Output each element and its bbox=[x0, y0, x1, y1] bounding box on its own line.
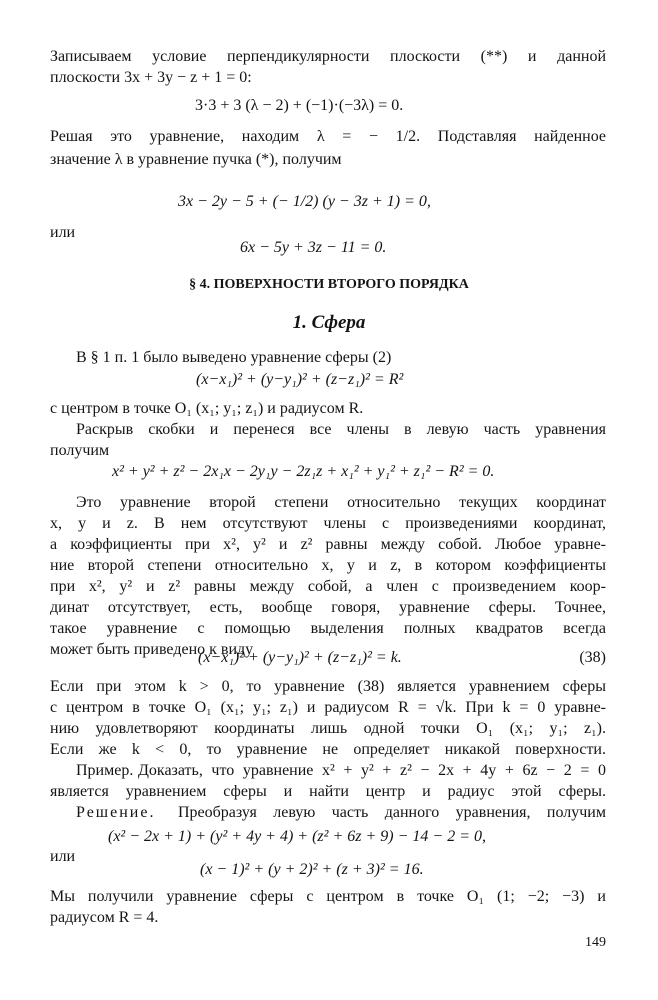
text-line: Это уравнение второй степени относительно текущих координат bbox=[76, 494, 606, 511]
text-line: Мы получили уравнение сферы с центром в точке O₁ (1; −2; −3) и bbox=[50, 888, 606, 905]
text-line: радиусом R = 4. bbox=[50, 909, 159, 926]
equation: (x−x₁)² + (y−y₁)² + (z−z₁)² = R² bbox=[196, 371, 404, 388]
equation: x² + y² + z² − 2x₁x − 2y₁y − 2z₁z + x₁² + y₁² + z₁² − R² = 0. bbox=[112, 463, 495, 480]
equation: 3x − 2y − 5 + (− 1/2) (y − 3z + 1) = 0, bbox=[178, 193, 431, 210]
equation: (x² − 2x + 1) + (y² + 4y + 4) + (z² + 6z + 9) − 14 − 2 = 0, bbox=[108, 828, 486, 845]
text-line: может быть приведено к виду bbox=[50, 641, 254, 658]
section-title: § 4. ПОВЕРХНОСТИ ВТОРОГО ПОРЯДКА bbox=[189, 277, 469, 292]
text-line: Решая это уравнение, находим λ = − 1/2. Подставляя найденное bbox=[50, 128, 606, 145]
text-line: является уравнением сферы и найти центр и радиус этой сферы. bbox=[50, 783, 606, 800]
example-label: Пример. bbox=[76, 762, 134, 779]
text-line: или bbox=[50, 224, 76, 241]
text-line: нию удовлетворяют координаты лишь одной точки O₁ (x₁; y₁; z₁). bbox=[50, 720, 606, 737]
text-line: динат отсутствует, есть, вообще говоря, уравнение сферы. Точнее, bbox=[50, 599, 606, 616]
text-line: ние второй степени относительно x, y и z, в котором коэффициенты bbox=[50, 557, 606, 574]
text-line: получим bbox=[50, 442, 110, 459]
equation-number: (38) bbox=[579, 649, 606, 666]
text-line: x, y и z. В нем отсутствуют члены с произведениями координат, bbox=[50, 515, 606, 532]
text-line: значение λ в уравнение пучка (*), получим bbox=[50, 151, 342, 168]
solution-label: Решение. bbox=[76, 804, 156, 821]
text-line: с центром в точке O₁ (x₁; y₁; z₁) и радиусом R = √k. При k = 0 уравне- bbox=[50, 699, 606, 716]
text-line: Если при этом k > 0, то уравнение (38) является уравнением сферы bbox=[50, 678, 606, 695]
subsection-title: 1. Сфера bbox=[292, 312, 366, 333]
text-line: а коэффициенты при x², y² и z² равны между собой. Любое уравне- bbox=[50, 536, 606, 553]
text-line: В § 1 п. 1 было выведено уравнение сферы (2) bbox=[76, 349, 392, 366]
equation: (x − 1)² + (y + 2)² + (z + 3)² = 16. bbox=[200, 861, 424, 878]
text-line: такое уравнение с помощью выделения полных квадратов всегда bbox=[50, 620, 606, 637]
text-line: Раскрыв скобки и перенеся все члены в левую часть уравнения bbox=[76, 421, 606, 438]
text-line: с центром в точке O₁ (x₁; y₁; z₁) и радиусом R. bbox=[50, 400, 364, 417]
text-line: при x², y² и z² равны между собой, а член с произведением коор- bbox=[50, 578, 606, 595]
text-line: или bbox=[50, 848, 76, 865]
text-line: плоскости 3x + 3y − z + 1 = 0: bbox=[50, 69, 252, 86]
text-line: Доказать, что уравнение x² + y² + z² − 2x + 4y + 6z − 2 = 0 bbox=[138, 762, 606, 779]
text-line: Записываем условие перпендикулярности плоскости (**) и данной bbox=[50, 48, 606, 65]
equation: 6x − 5y + 3z − 11 = 0. bbox=[240, 239, 387, 256]
page-number: 149 bbox=[585, 935, 606, 950]
equation: 3·3 + 3 (λ − 2) + (−1)·(−3λ) = 0. bbox=[195, 97, 404, 114]
equation: (x−x₁)² + (y−y₁)² + (z−z₁)² = k. bbox=[198, 649, 402, 666]
text-line: Если же k < 0, то уравнение не определяет никакой поверхности. bbox=[50, 741, 606, 758]
text-line: Преобразуя левую часть данного уравнения, получим bbox=[178, 804, 606, 821]
